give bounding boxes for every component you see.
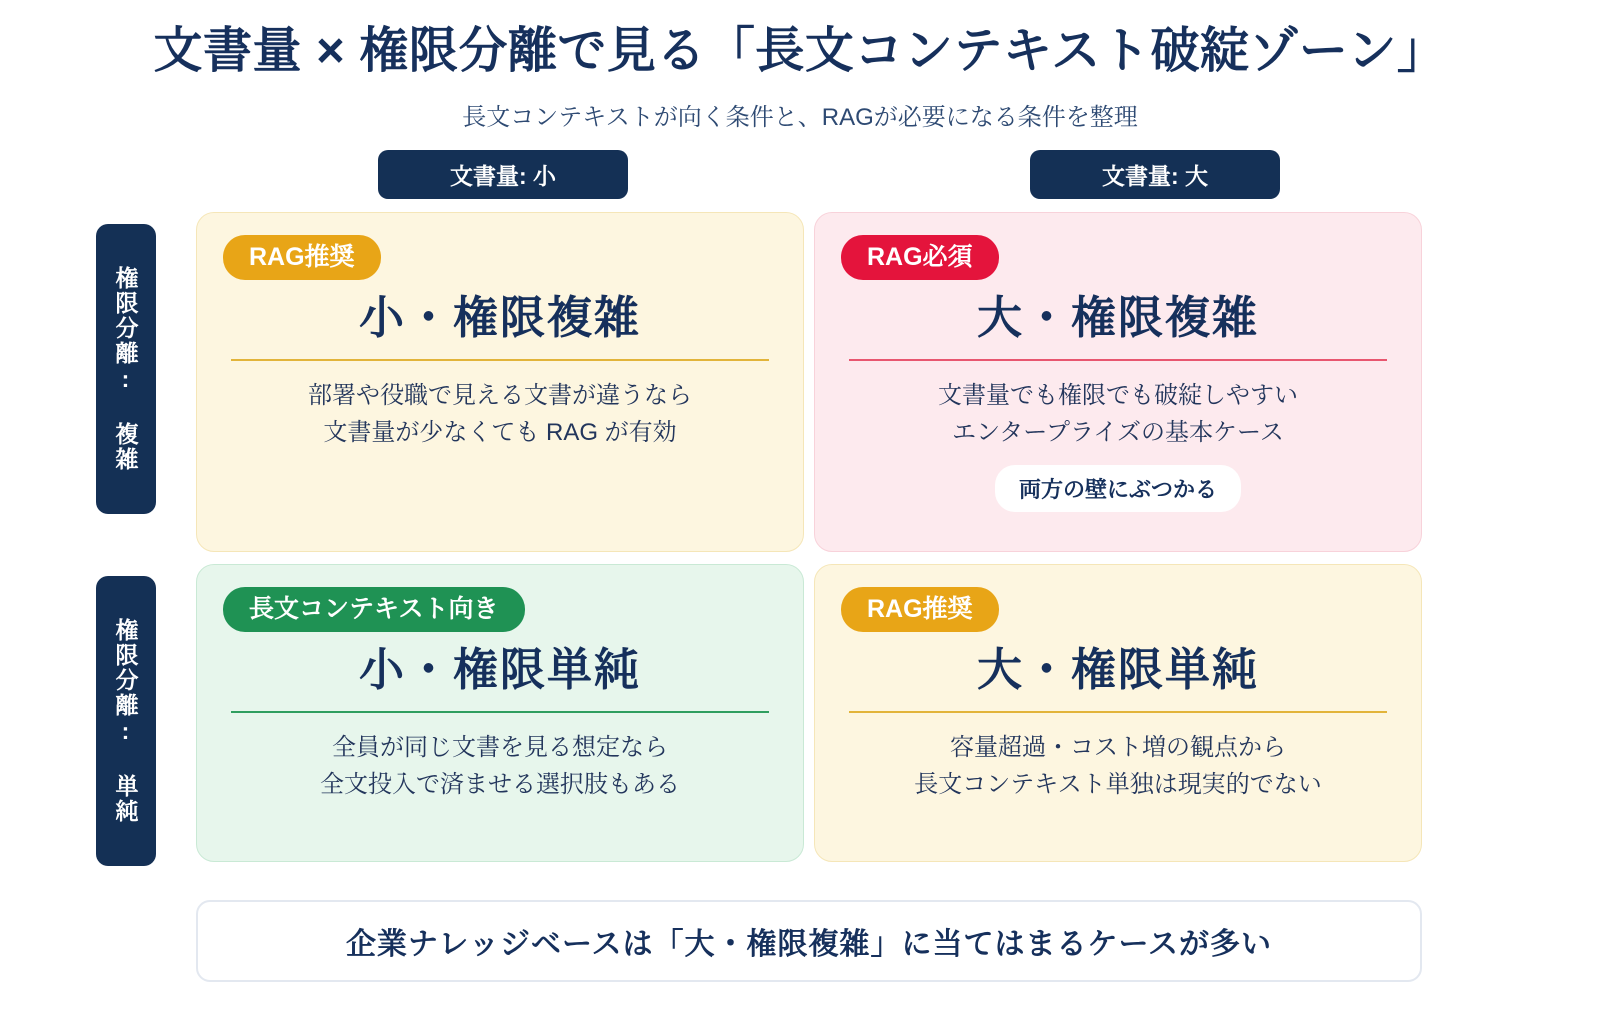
cell-title: 大・権限複雑: [976, 292, 1259, 344]
status-badge: RAG推奨: [223, 235, 381, 281]
cell-description-line2: 長文コンテキスト単独は現実的でない: [914, 770, 1322, 798]
footer-callout: [196, 900, 1422, 982]
divider: [849, 359, 1387, 361]
status-badge: RAG推奨: [841, 587, 999, 633]
cell-description-line2: エンタープライズの基本ケース: [952, 418, 1284, 446]
cell-description-line1: 文書量でも権限でも破綻しやすい: [938, 381, 1298, 409]
column-headers: [0, 150, 1600, 196]
status-badge: 長文コンテキスト向き: [223, 587, 525, 633]
row-label-complex: 権限分離: 複雑: [96, 224, 156, 514]
cell-description: [841, 729, 1395, 803]
matrix-cell-large-simple: [814, 564, 1422, 862]
column-header-large: 文書量: 大: [1030, 150, 1280, 199]
footer-text: 企業ナレッジベースは「大・権限複雑」に当てはまるケースが多い: [345, 928, 1273, 961]
cell-note-pill: 両方の壁にぶつかる: [995, 465, 1241, 512]
cell-description-line1: 部署や役職で見える文書が違うなら: [308, 381, 692, 409]
cell-description-line1: 全員が同じ文書を見る想定なら: [332, 733, 668, 761]
column-header-small: 文書量: 小: [378, 150, 628, 199]
cell-description: [841, 377, 1395, 451]
page-title: 文書量 × 権限分離で見る「長文コンテキスト破綻ゾーン」: [153, 24, 1447, 78]
cell-description-line2: 文書量が少なくても RAG が有効: [323, 418, 677, 446]
divider: [231, 359, 769, 361]
matrix-cell-small-simple: [196, 564, 804, 862]
cell-title: 小・権限単純: [358, 644, 641, 696]
cell-description: [223, 729, 777, 803]
cell-title: 小・権限複雑: [358, 292, 641, 344]
cell-description: [223, 377, 777, 451]
page-subtitle: 長文コンテキストが向く条件と、RAGが必要になる条件を整理: [462, 103, 1138, 131]
infographic-page: [0, 22, 1600, 1022]
cell-title: 大・権限単純: [976, 644, 1259, 696]
matrix-cell-small-complex: [196, 212, 804, 552]
row-label-simple: 権限分離: 単純: [96, 576, 156, 866]
status-badge: RAG必須: [841, 235, 999, 281]
matrix-grid: [0, 206, 1600, 856]
divider: [849, 711, 1387, 713]
matrix-cell-large-complex: [814, 212, 1422, 552]
cell-description-line1: 容量超過・コスト増の観点から: [950, 733, 1286, 761]
divider: [231, 711, 769, 713]
cell-description-line2: 全文投入で済ませる選択肢もある: [320, 770, 680, 798]
